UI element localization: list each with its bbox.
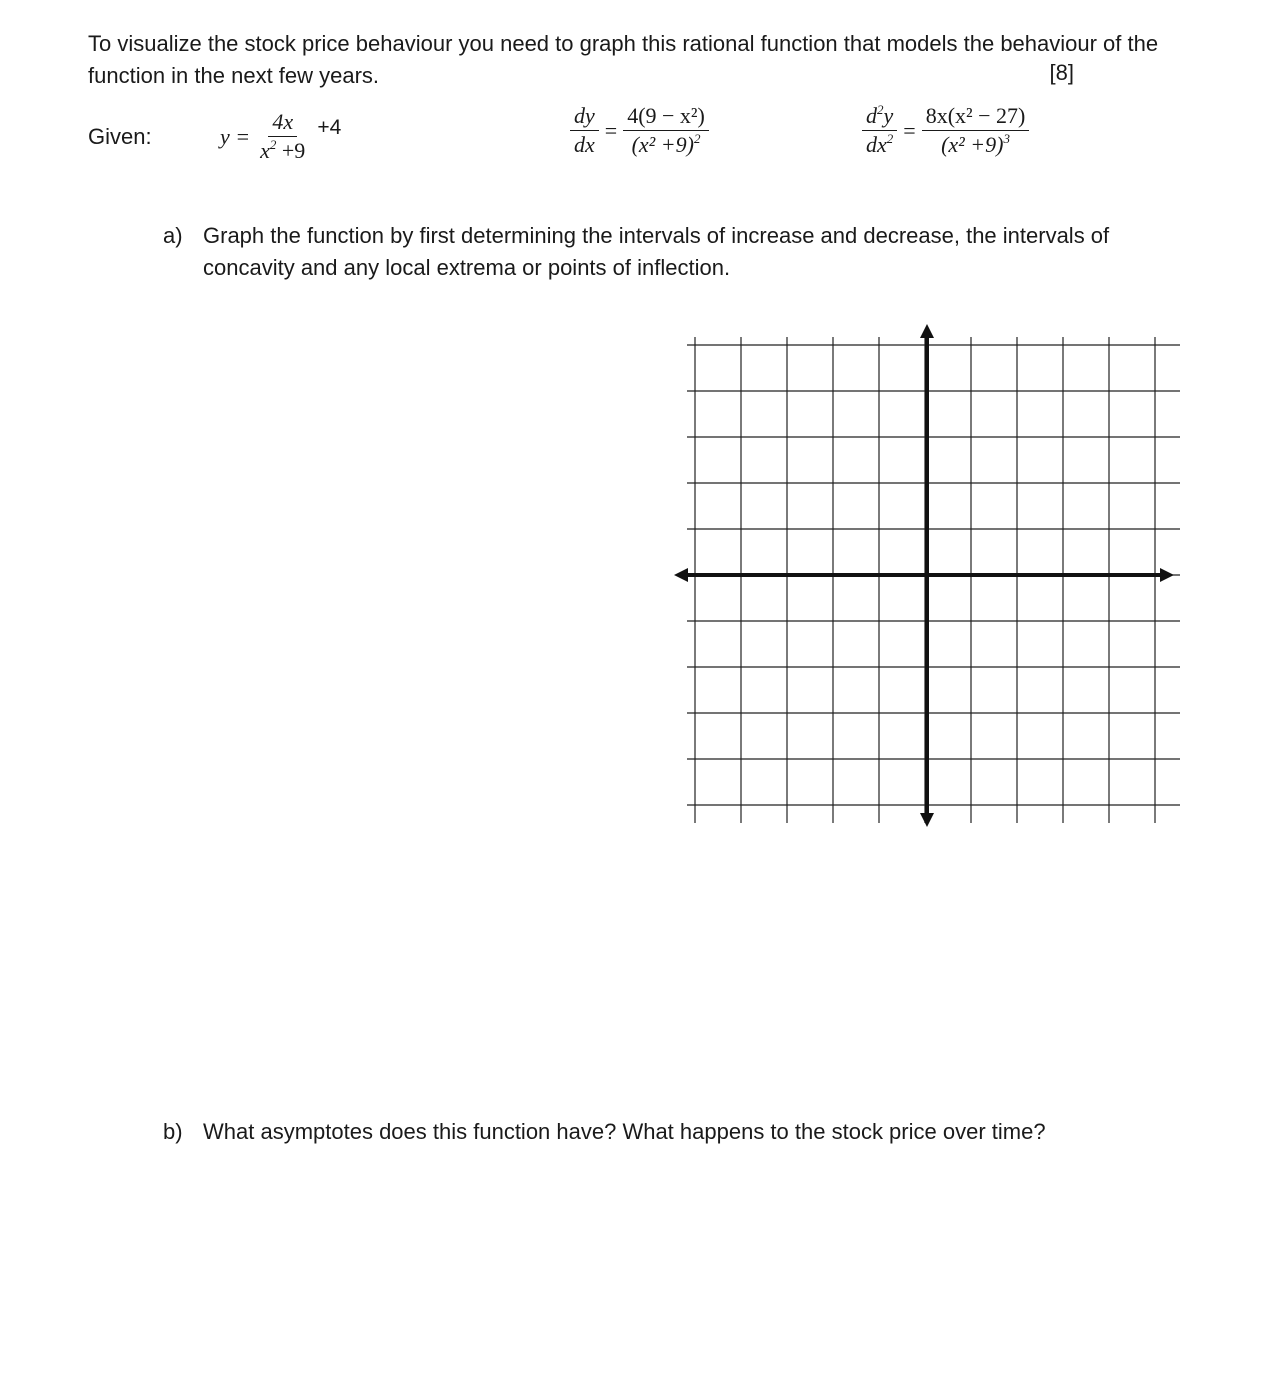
- second-derivative-denominator: $(x^2 +9)^3$: [941, 131, 1010, 157]
- question-a-text: Graph the function by first determining the intervals of increase and decrease, the intervals of concavity and any local extrema or points of inflection.: [203, 223, 1110, 280]
- second-derivative-equation: [862, 104, 1029, 157]
- first-derivative-equals: =: [604, 117, 618, 143]
- first-derivative-equation: [570, 104, 709, 157]
- y-axis-up-arrow-icon: [920, 324, 934, 338]
- function-constant: +4: [317, 115, 342, 139]
- question-b-text: What asymptotes does this function have? What happens to the stock price over time?: [203, 1119, 1046, 1144]
- second-derivative-equals: =: [903, 117, 916, 143]
- second-derivative-fraction: [922, 104, 1030, 157]
- y-axis-down-arrow-icon: [920, 813, 934, 827]
- function-denominator: $x^2 +9$: [260, 137, 306, 163]
- first-derivative-fraction: [623, 104, 709, 157]
- function-equation: [220, 110, 341, 163]
- function-numerator: 4x: [268, 110, 297, 137]
- first-derivative-numerator: 4(9 − x²): [623, 104, 709, 131]
- marks-label: [8]: [1049, 60, 1074, 85]
- function-fraction: [256, 110, 309, 163]
- function-lhs: y =: [220, 123, 251, 149]
- dy-dx-fraction: $\frac{dy}{dx}$: [570, 104, 599, 157]
- second-derivative-numerator: 8x(x² − 27): [922, 104, 1030, 131]
- given-label: Given:: [88, 124, 152, 149]
- x-axis-right-arrow-icon: [1160, 568, 1174, 582]
- graph-grid[interactable]: [668, 320, 1180, 832]
- d2y-dx2-fraction: $\frac{d^2y}{dx^2}$: [862, 104, 897, 157]
- intro-text: To visualize the stock price behaviour you need to graph this rational function that models the behaviour of the function in the next few years.: [88, 31, 1159, 88]
- first-derivative-denominator: $(x^2 +9)^2$: [631, 131, 701, 157]
- x-axis-left-arrow-icon: [674, 568, 688, 582]
- question-b-letter: b): [163, 1119, 183, 1144]
- question-a-letter: a): [163, 223, 183, 248]
- intro-paragraph: [88, 28, 1198, 92]
